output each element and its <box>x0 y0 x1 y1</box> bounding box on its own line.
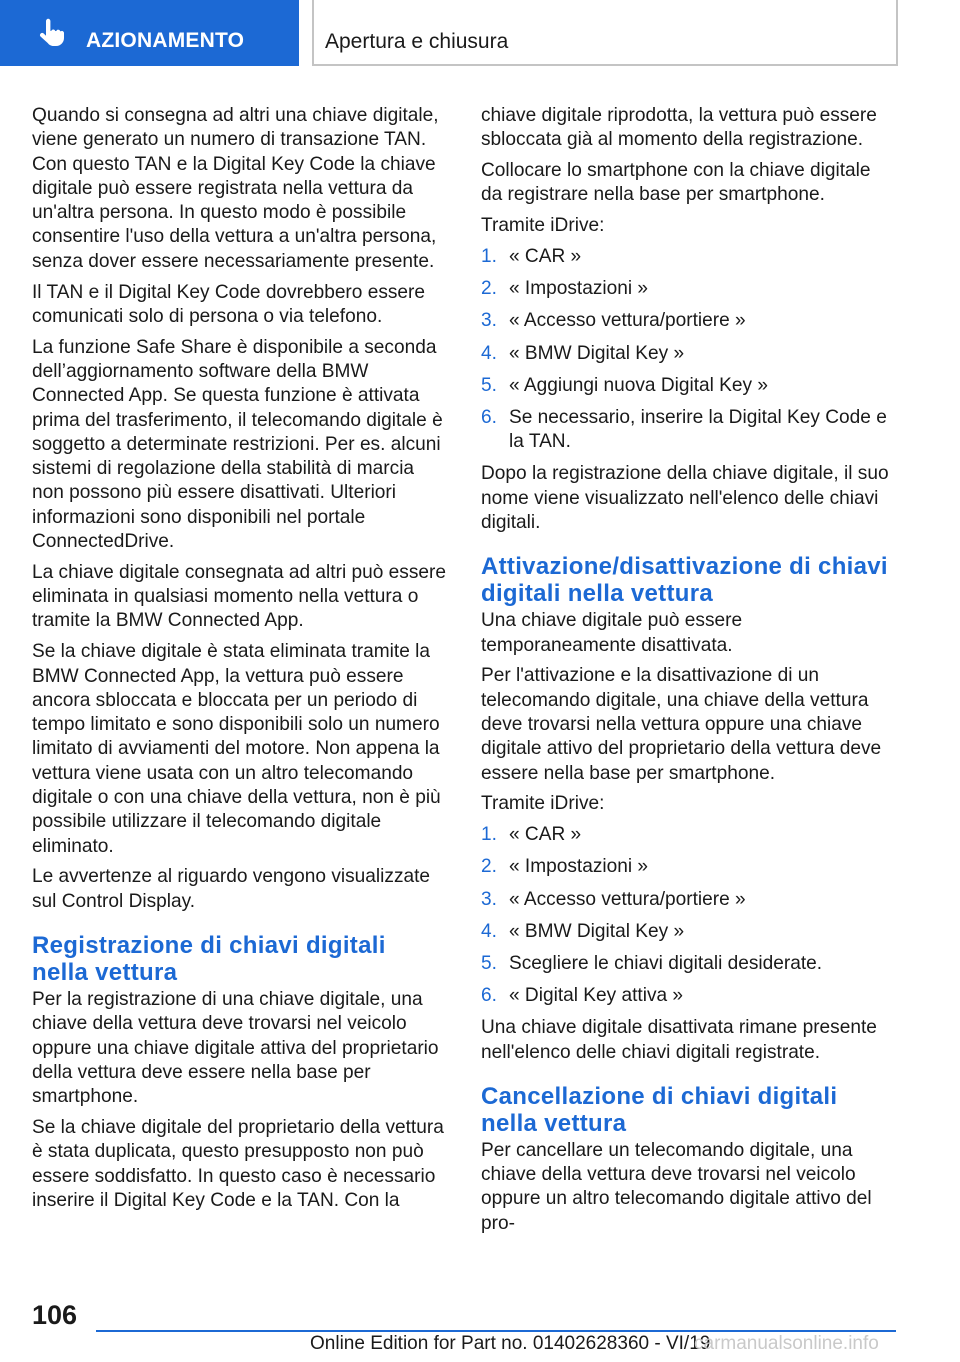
left-column <box>32 104 448 1220</box>
hand-pointer-icon <box>36 18 66 48</box>
edition-note: Online Edition for Part no. 01402628360 - VI/19 <box>310 1333 711 1354</box>
list-item: 2. « Impostazioni » <box>481 278 649 300</box>
paragraph: Le avvertenze al riguardo vengono visualizzate sul Control Display. <box>32 866 431 912</box>
paragraph: Il TAN e il Digital Key Code dovrebbero essere comunicati solo di persona o via telefono. <box>32 281 426 327</box>
paragraph: Una chiave digitale può essere temporaneamente disattivata. <box>481 610 743 656</box>
paragraph: Collocare lo smartphone con la chiave digitale da registrare nella base per smartphone. <box>481 160 871 206</box>
paragraph: chiave digitale riprodotta, la vettura può essere sbloccata già al momento della registrazione. <box>481 105 877 151</box>
section-heading-registration: Registrazione di chiavi digitali nella vettura <box>32 932 386 986</box>
paragraph: Quando si consegna ad altri una chiave digitale, viene generato un numero di transazione TAN. Con questo TAN e la Digital Key Code la chiave digitale può essere registrata nella vettura da un'altra persona. In questo modo è possibile consentire l'uso della vettura a un'altra persona, senza dover essere necessariamente presente. <box>32 105 439 272</box>
paragraph: Se la chiave digitale del proprietario della vettura è stata duplicata, questo presupposto non può essere soddisfatto. In questo caso è necessario inserire il Digital Key Code e la TAN. Con la <box>32 1116 444 1211</box>
list-item: 5. « Aggiungi nuova Digital Key » <box>481 374 769 396</box>
list-item: 1. « CAR » <box>481 245 582 267</box>
page-number: 106 <box>32 1300 78 1330</box>
list-item: 5. Scegliere le chiavi digitali desiderate. <box>481 952 823 974</box>
list-item: 1. « CAR » <box>481 824 582 846</box>
list-item: 6. « Digital Key attiva » <box>481 985 684 1007</box>
footer-divider <box>96 1330 896 1332</box>
list-item: 2. « Impostazioni » <box>481 856 649 878</box>
paragraph: Dopo la registrazione della chiave digitale, il suo nome viene visualizzato nell'elenco delle chiavi digitali. <box>481 463 889 533</box>
list-item: 3. « Accesso vettura/portiere » <box>481 888 746 910</box>
section-heading-deletion: Cancellazione di chiavi digitali nella vettura <box>481 1082 838 1137</box>
paragraph: Tramite iDrive: <box>481 793 605 815</box>
step-list-registration <box>481 245 895 455</box>
list-item: 6. Se necessario, inserire la Digital Key Code e la TAN. <box>481 406 887 453</box>
section-tab[interactable] <box>0 0 299 66</box>
paragraph: Per cancellare un telecomando digitale, una chiave della vettura deve trovarsi nel veicolo oppure un altro telecomando digitale attivo del pro- <box>481 1139 872 1234</box>
paragraph: Per la registrazione di una chiave digitale, una chiave della vettura deve trovarsi nel veicolo oppure una chiave digitale attiva del proprietario della vettura deve essere nella base per smartphone. <box>32 989 439 1108</box>
watermark: carmanualsonline.info <box>694 1333 879 1354</box>
paragraph: La chiave digitale consegnata ad altri può essere eliminata in qualsiasi momento nella vettura o tramite la BMW Connected App. <box>32 561 446 632</box>
paragraph: Per l'attivazione e la disattivazione di un telecomando digitale, una chiave della vettura deve trovarsi nella vettura oppure una chiave digitale attivo del proprietario della vettura deve essere nella base per smartphone. <box>481 665 882 784</box>
paragraph: Tramite iDrive: <box>481 215 605 237</box>
paragraph: Se la chiave digitale è stata eliminata tramite la BMW Connected App, la vettura può essere ancora sbloccata e bloccata per un periodo di tempo limitato e sono disponibili solo un numero limitato di avviamenti del motore. Non appena la vettura viene usata con un altro telecomando digitale o con una chiave della vettura, non è più possibile utilizzare il telecomando digitale eliminato. <box>32 641 441 857</box>
list-item: 4. « BMW Digital Key » <box>481 342 685 364</box>
paragraph: Una chiave digitale disattivata rimane presente nell'elenco delle chiavi digitali registrate. <box>481 1017 877 1063</box>
paragraph: La funzione Safe Share è disponibile a seconda dell’aggiornamento software della BMW Connected App. Se questa funzione è attivata prima del trasferimento, il telecomando digitale è soggetto a determinate restrizioni. Per es. alcuni sistemi di regolazione della stabilità di marcia non possono più essere disattivati. Ulteriori informazioni sono disponibili nel portale ConnectedDrive. <box>32 336 443 553</box>
section-label: AZIONAMENTO <box>86 29 245 52</box>
list-item: 4. « BMW Digital Key » <box>481 920 685 942</box>
right-column <box>481 104 895 1243</box>
section-heading-activation: Attivazione/disattivazione di chiavi digitali nella vettura <box>481 553 888 608</box>
step-list-activation <box>481 823 895 1008</box>
list-item: 3. « Accesso vettura/portiere » <box>481 310 746 332</box>
page-title: Apertura e chiusura <box>325 30 509 53</box>
